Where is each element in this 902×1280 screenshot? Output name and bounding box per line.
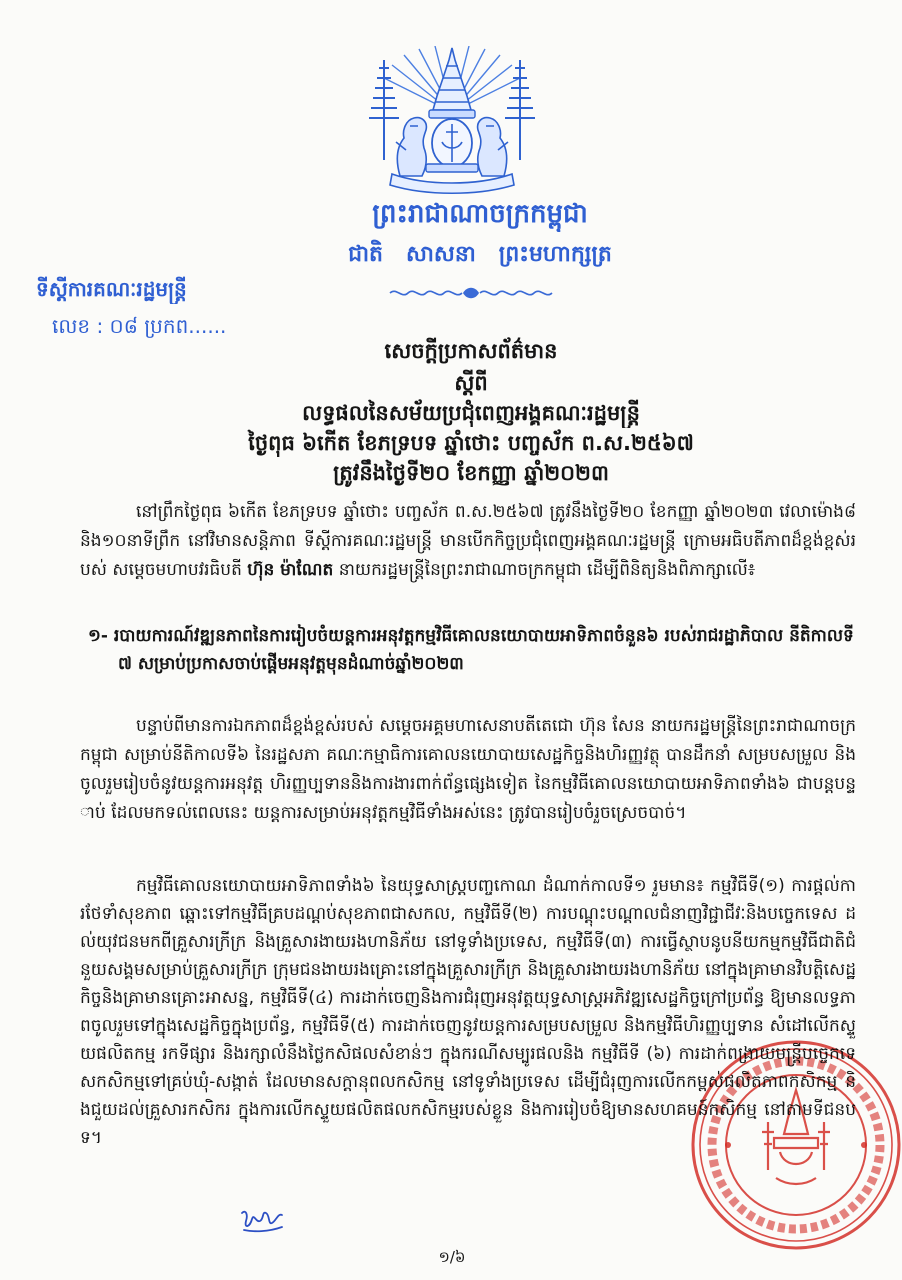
title-subject: លទ្ធផលនៃសម័យប្រជុំពេញអង្គគណៈរដ្ឋមន្ត្រី [302, 401, 640, 425]
emblem-pedestal [426, 164, 478, 172]
document-number: លេខ : ០៨ ប្រកព...... [52, 314, 227, 338]
emblem-ribbon [390, 174, 514, 193]
section-1-heading [88, 622, 856, 708]
crown-spire [433, 48, 471, 110]
initials-stroke [242, 1212, 282, 1232]
royal-arms-emblem [366, 46, 538, 196]
kingdom-name: ព្រះរាជាណាចក្រកម្ពុជា [372, 199, 588, 229]
left-tiered-umbrella [369, 60, 399, 160]
seal-star-right [861, 1142, 867, 1148]
section-1-title: របាយការណ៍វឌ្ឍនភាពនៃការរៀបចំយន្តការអនុវត្តកម្មវិធីគោលនយោបាយអាទិភាពចំនួន៦ របស់រាជរដ្ឋាភិបាល នីតិកាលទី៧ សម្រាប់ប្រកាសចាប់ផ្តើមអនុវត្តមុនដំណាច់ឆ្នាំ២០២៣ [113, 626, 854, 674]
crown-band [429, 110, 475, 118]
prime-minister-name: ហ៊ុន ម៉ាណែត [247, 560, 334, 580]
seal-outer-ring [693, 1042, 899, 1248]
title-about: ស្តីពី [454, 371, 488, 395]
issuing-office: ទីស្តីការគណៈរដ្ឋមន្ត្រី [36, 277, 187, 301]
handwritten-initials [238, 1205, 286, 1235]
ornament-center-flower [463, 288, 479, 299]
section-1-number: ១- [88, 626, 114, 646]
body-paragraph: បន្ទាប់ពីមានការឯកភាពដ៏ខ្ពង់ខ្ពស់របស់ សម្តេចអគ្គមហាសេនាបតីតេជោ ហ៊ុន សែន នាយករដ្ឋមន្ត្រីនៃព្រះរាជាណាចក្រកម្ពុជា សម្រាប់នីតិកាលទី៦ នៃរដ្ឋសភា គណៈកម្មាធិការគោលនយោបាយសេដ្ឋកិច្ចនិងហិរញ្ញវត្ថុ បានដឹកនាំ សម្របសម្រួល និងចូលរួមរៀបចំនូវយន្តការអនុវត្ត ហិរញ្ញប្បទាននិងការងារពាក់ព័ន្ធផ្សេងទៀត នៃកម្មវិធីគោលនយោបាយអាទិភាពទាំង៦ ជាបន្តបន្ទាប់ ដែលមកទល់ពេលនេះ យន្តការសម្រាប់អនុវត្តកម្មវិធីទាំងអស់នេះ ត្រូវបានរៀបចំរួចស្រេចបាច់។ [80, 716, 856, 823]
seal-star-left [725, 1142, 731, 1148]
ornament-divider [386, 284, 556, 302]
national-motto: ជាតិ សាសនា ព្រះមហាក្សត្រ [348, 242, 612, 267]
right-tiered-umbrella [505, 60, 535, 160]
right-creature-supporter [478, 118, 508, 176]
seal-inner-ring [726, 1075, 866, 1215]
intro-text-start: នៅព្រឹកថ្ងៃពុធ ៦កើត ខែភទ្របទ ឆ្នាំថោះ បញ្ចស័ក ព.ស.២៥៦៧ ត្រូវនឹងថ្ងៃទី២០ ខែកញ្ញា ឆ្នាំ២០២៣ វេលាម៉ោង៨និង១០នាទីព្រឹក នៅវិមានសន្តិភាព ទីស្តីការគណៈរដ្ឋមន្ត្រី មានបើកកិច្ចប្រជុំពេញអង្គគណៈរដ្ឋមន្ត្រី ក្រោមអធិបតីភាពដ៏ខ្ពង់ខ្ពស់របស់ សម្តេចមហាបវរធិបតី [80, 502, 856, 580]
title-gregorian-date: ត្រូវនឹងថ្ងៃទី២០ ខែកញ្ញា ឆ្នាំ២០២៣ [333, 461, 609, 485]
intro-text-end: នាយករដ្ឋមន្ត្រីនៃព្រះរាជាណាចក្រកម្ពុជា ដើម្បីពិនិត្យនិងពិភាក្សាលើ៖ [333, 560, 756, 580]
left-lion-supporter [396, 118, 426, 176]
seal-center-emblem [762, 1090, 830, 1184]
intro-paragraph [80, 498, 856, 618]
seal-rings [693, 1042, 899, 1248]
official-seal-stamp [688, 1038, 902, 1252]
body-paragraph: កម្មវិធីគោលនយោបាយអាទិភាពទាំង៦ នៃយុទ្ធសាស្ត្របញ្ចកោណ ដំណាក់កាលទី១ រួមមាន៖ កម្មវិធីទី(១) ការផ្តល់ការថែទាំសុខភាព ឆ្ពោះទៅកម្មវិធីគ្របដណ្តប់សុខភាពជាសកល, កម្មវិធីទី(២) ការបណ្តុះបណ្តាលជំនាញវិជ្ជាជីវៈនិងបច្ចេកទេស ដល់យុវជនមកពីគ្រួសារក្រីក្រ និងគ្រួសារងាយរងហានិភ័យ នៅទូទាំងប្រទេស, កម្មវិធីទី(៣) ការធ្វើស្ថាបនូបនីយកម្មកម្មវិធីជាតិជំនួយសង្គមសម្រាប់គ្រួសារក្រីក្រ ក្រុមជនងាយរងគ្រោះនៅក្នុងគ្រួសារក្រីក្រ និងគ្រួសារងាយរងហានិភ័យ នៅក្នុងគ្រាមានវិបត្តិសេដ្ឋកិច្ចនិងគ្រាមានគ្រោះអាសន្ន, កម្មវិធីទី(៤) ការដាក់ចេញនិងការជំរុញអនុវត្តយុទ្ធសាស្ត្រអភិវឌ្ឍសេដ្ឋកិច្ចក្រៅប្រព័ន្ធ ឱ្យមានលទ្ធភាពចូលរួមទៅក្នុងសេដ្ឋកិច្ចក្នុងប្រព័ន្ធ, កម្មវិធីទី(៥) ការដាក់ចេញនូវយន្តការសម្របសម្រួល និងកម្មវិធីហិរញ្ញប្បទាន សំដៅលើកស្ទួយផលិតកម្ម រកទីផ្សារ និងរក្សាលំនឹងថ្លៃកសិផលសំខាន់ៗ ក្នុងករណីសម្បូរផលនិង កម្មវិធីទី (៦) ការដាក់ពង្រាយមន្ត្រីបច្ចេកទេសកសិកម្មទៅគ្រប់ឃុំ-សង្កាត់ ដែលមានសក្តានុពលកសិកម្ម នៅទូទាំងប្រទេស ដើម្បីជំរុញការលើកកម្ពស់ផលិតភាពកសិកម្ម និងជួយដល់គ្រួសារកសិករ ក្នុងការលើកស្ទួយផលិតផលកសិកម្មរបស់ខ្លួន និងការរៀបចំឱ្យមានសហគមន៍កសិកម្ម នៅតាមទីជនបទ។ [80, 876, 856, 1148]
document-title: សេចក្តីប្រកាសព័ត៌មាន [384, 339, 558, 363]
title-lunar-date: ថ្ងៃពុធ ៦កើត ខែភទ្របទ ឆ្នាំថោះ បញ្ចស័ក ព.ស.២៥៦៧ [248, 431, 694, 455]
page-number: ១/៦ [438, 1248, 466, 1266]
